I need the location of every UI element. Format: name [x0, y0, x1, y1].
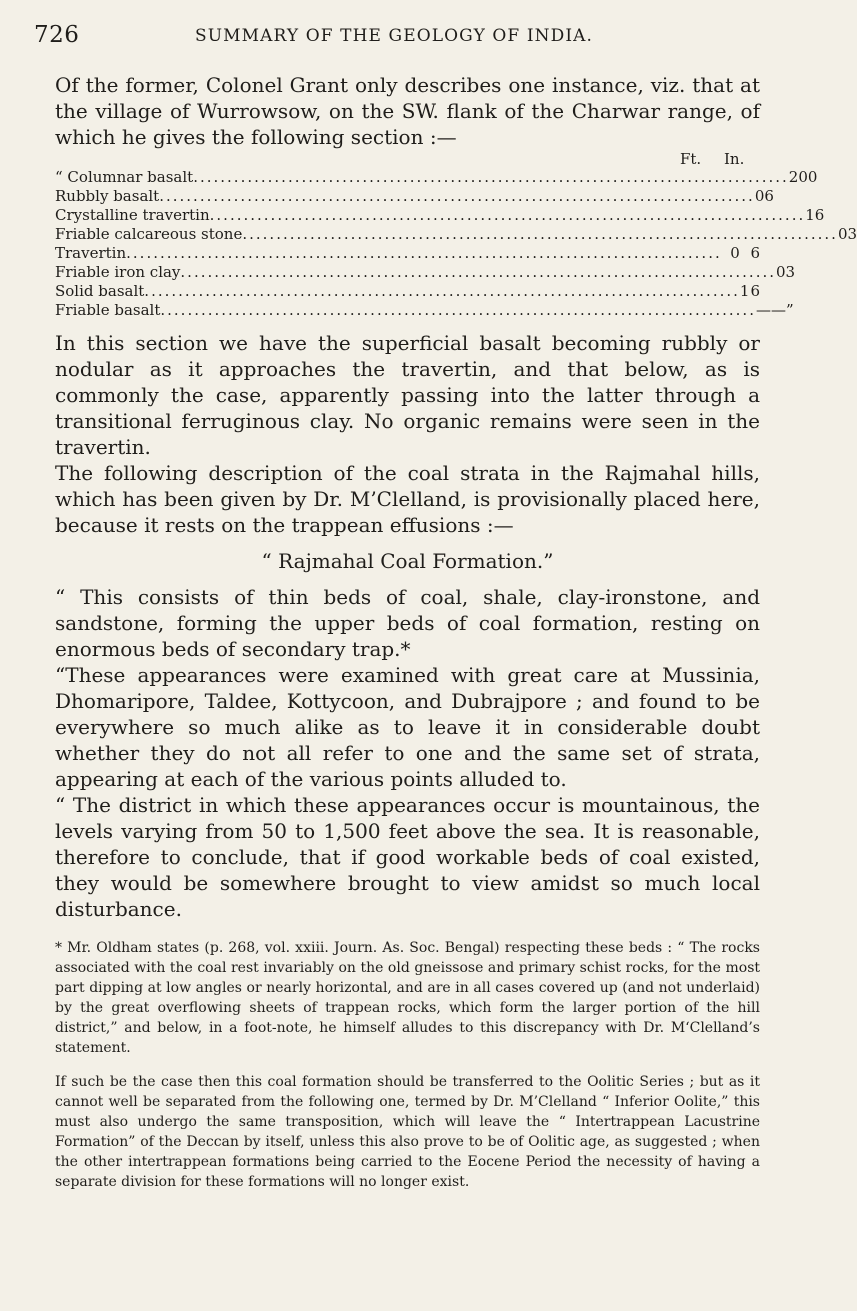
section-row: Friable calcareous stone ........................................................................................ 0 3: [55, 225, 857, 243]
geologic-section-table: [55, 150, 857, 320]
running-title: SUMMARY OF THE GEOLOGY OF INDIA.: [194, 26, 594, 46]
section-row: Solid basalt ........................................................................................ 1 6: [55, 282, 760, 300]
dot-leader: ........................................................................................: [180, 263, 776, 281]
section-row: “ Columnar basalt ........................................................................................ 20 0: [55, 168, 818, 186]
paragraph-appearances: “These appearances were examined with great care at Mussinia, Dhomaripore, Taldee, Kottycoon, and Dubrajpore ; and found to be everywhere so much alike as to leave it in considerable doubt whether they do not all refer to one and the same set of strata, appearing at each of the various points alluded to.: [55, 663, 760, 791]
dot-leader: ........................................................................................: [209, 206, 806, 224]
page-header: [34, 22, 754, 52]
paragraph-district: “ The district in which these appearances occur is mountainous, the levels varying from 50 to 1,500 feet above the sea. It is reasonable, therefore to conclude, that if good workable beds of coal existed, they would be somewhere brought to view amidst so much local disturbance.: [55, 793, 760, 921]
section-row: Travertin ........................................................................................ 0 6: [55, 244, 760, 262]
section-row: Friable iron clay ........................................................................................ 0 3: [55, 263, 796, 281]
dot-leader: ........................................................................................: [242, 225, 838, 243]
paragraph-coal-strata: The following description of the coal strata in the Rajmahal hills, which has been given by Dr. M’Clelland, is provisionally placed here, because it rests on the trappean effusions :—: [55, 461, 760, 537]
dot-leader: ........................................................................................: [126, 244, 722, 262]
paragraph-thin-beds: “ This consists of thin beds of coal, shale, clay-ironstone, and sandstone, forming the upper beds of coal formation, resting on enormous beds of secondary trap.*: [55, 585, 760, 661]
footnote-oolitic: If such be the case then this coal formation should be transferred to the Oolitic Series ; but as it cannot well be separated from the following one, termed by Dr. M’Clelland “ Inferior Oolite,” this must also undergo the same transposition, which will leave the “ Intertrappean Lacustrine Formation” of the Deccan by itself, unless this also prove to be of Oolitic age, as suggested ; when the other intertrappean formations being carried to the Eocene Period the necessity of having a separate division for these formations will no longer exist.: [55, 1074, 760, 1190]
section-row: Crystalline travertin ........................................................................................ 1 6: [55, 206, 825, 224]
dot-leader: ........................................................................................: [160, 301, 756, 319]
section-row: Rubbly basalt ........................................................................................ 0 6: [55, 187, 774, 205]
coal-formation-title: “ Rajmahal Coal Formation.”: [261, 549, 554, 573]
feet-column-label: Ft.: [680, 150, 702, 168]
paragraph-superficial-basalt: In this section we have the superficial basalt becoming rubbly or nodular as it approaches the travertin, and that below, as is commonly the case, apparently passing into the latter through a transitional ferruginous clay. No organic remains were seen in the travertin.: [55, 331, 760, 459]
page-body: [55, 72, 857, 1206]
dot-leader: ........................................................................................: [144, 282, 740, 300]
page-number: 726: [34, 22, 80, 48]
inches-column-label: In.: [724, 150, 745, 168]
section-row: Friable basalt ........................................................................................ ——”: [55, 301, 794, 319]
intro-paragraph: Of the former, Colonel Grant only describes one instance, viz. that at the village of Wurrowsow, on the SW. flank of the Charwar range, of which he gives the following section :—: [55, 73, 760, 149]
section-table-header: [55, 150, 760, 168]
footnote-oldham: * Mr. Oldham states (p. 268, vol. xxiii. Journ. As. Soc. Bengal) respecting these beds : “ The rocks associated with the coal rest invariably on the old gneissose and primary schist rocks, for the most part dipping at low angles or nearly horizontal, and are in all cases covered up (and not underlaid) by the great overflowing sheets of trappean rocks, which form the larger portion of the hill district,” and below, in a foot-note, he himself alludes to this discrepancy with Dr. M‘Clelland’s statement.: [55, 940, 760, 1056]
dot-leader: ........................................................................................: [159, 187, 755, 205]
dot-leader: ........................................................................................: [193, 168, 789, 186]
